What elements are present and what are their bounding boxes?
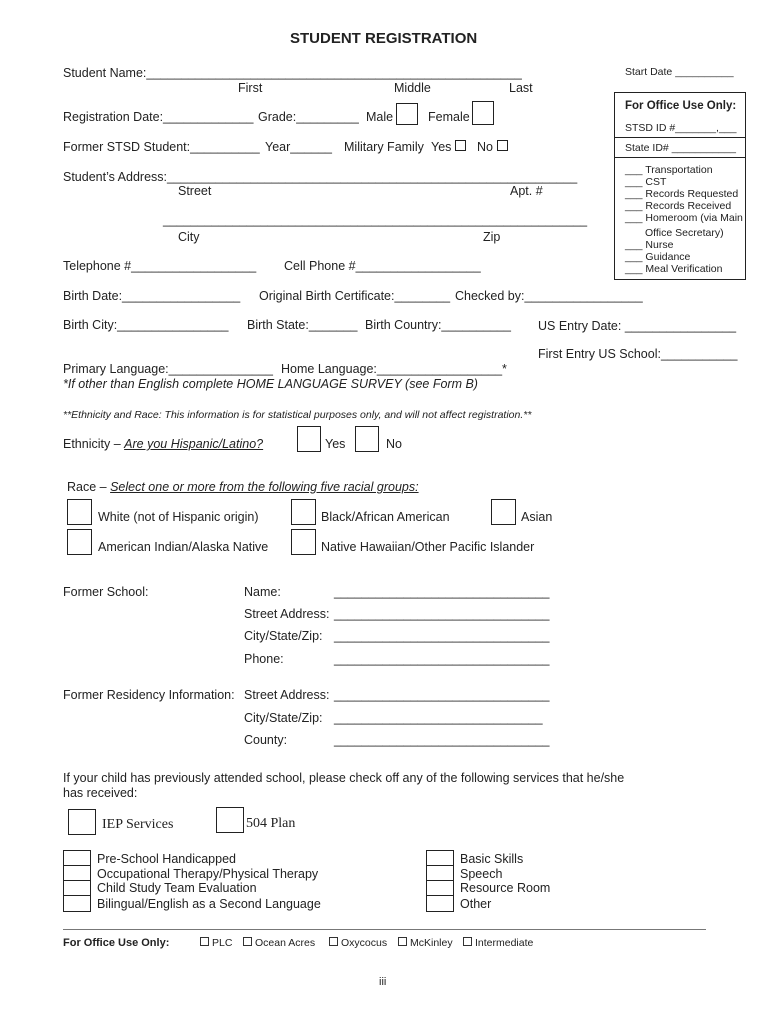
service-left-item: Child Study Team Evaluation <box>97 881 257 895</box>
ethnicity-note: **Ethnicity and Race: This information is for statistical purposes only, and will not affect registration.** <box>63 409 532 421</box>
race-instruction: Select one or more from the following five racial groups: <box>110 480 419 494</box>
iep-checkbox[interactable] <box>68 809 96 835</box>
hispanic-no-checkbox[interactable] <box>355 426 379 452</box>
female-label: Female <box>428 110 470 124</box>
office-item[interactable]: ___ Nurse <box>625 239 674 251</box>
birth-country-field[interactable]: Birth Country:__________ <box>365 318 511 332</box>
race-black-checkbox[interactable] <box>291 499 316 525</box>
office-item[interactable]: ___ Meal Verification <box>625 263 723 275</box>
male-label: Male <box>366 110 394 124</box>
service-right-item: Basic Skills <box>460 852 524 866</box>
hispanic-yes-checkbox[interactable] <box>297 426 321 452</box>
home-language-field[interactable]: Home Language:__________________* <box>281 362 507 376</box>
race-white-label: White (not of Hispanic origin) <box>98 510 259 524</box>
address-line2-field[interactable]: _____________________________________________________________ <box>163 213 588 227</box>
former-residency-city-field[interactable]: ______________________________ <box>334 711 543 725</box>
addr-apt-label: Apt. # <box>510 184 543 198</box>
addr-street-label: Street <box>178 184 212 198</box>
checked-by-field[interactable]: Checked by:_________________ <box>455 289 643 303</box>
military-no-label: No <box>477 140 493 154</box>
race-pacific-label: Native Hawaiian/Other Pacific Islander <box>321 540 535 554</box>
office-option-intermediate[interactable]: Intermediate <box>463 937 533 949</box>
office-item[interactable]: ___ Homeroom (via Main <box>625 212 743 224</box>
services-right-checkbox-column[interactable] <box>426 850 454 912</box>
office-box-title: For Office Use Only: <box>625 100 737 112</box>
page-number: iii <box>379 976 387 988</box>
former-school-street-label: Street Address: <box>244 607 330 621</box>
plan504-checkbox[interactable] <box>216 807 244 833</box>
service-right-item: Other <box>460 897 492 911</box>
former-residency-label: Former Residency Information: <box>63 688 235 702</box>
office-option-ocean-acres[interactable]: Ocean Acres <box>243 937 315 949</box>
military-no-checkbox[interactable] <box>497 139 508 153</box>
iep-label: IEP Services <box>102 817 174 832</box>
race-label: Race – Select one or more from the following five racial groups: <box>67 480 419 494</box>
office-item[interactable]: ___ Transportation <box>625 164 713 176</box>
service-left-item: Pre-School Handicapped <box>97 852 236 866</box>
race-asian-checkbox[interactable] <box>491 499 516 525</box>
former-residency-county-label: County: <box>244 733 288 747</box>
addr-city-label: City <box>178 230 200 244</box>
race-native-label: American Indian/Alaska Native <box>98 540 269 554</box>
office-option-plc[interactable]: PLC <box>200 937 232 949</box>
race-pacific-checkbox[interactable] <box>291 529 316 555</box>
services-intro-line1: If your child has previously attended school, please check off any of the following services that he/she <box>63 771 625 785</box>
hispanic-no-label: No <box>386 437 402 451</box>
cell-phone-field[interactable]: Cell Phone #__________________ <box>284 259 481 273</box>
former-residency-street-label: Street Address: <box>244 688 330 702</box>
former-school-street-field[interactable]: _______________________________ <box>334 607 550 621</box>
office-option-oxycocus[interactable]: Oxycocus <box>329 937 387 949</box>
telephone-field[interactable]: Telephone #__________________ <box>63 259 257 273</box>
student-address-field[interactable]: Student’s Address:___________________________________________________________ <box>63 170 578 184</box>
former-school-label: Former School: <box>63 585 149 599</box>
former-school-name-label: Name: <box>244 585 281 599</box>
birth-state-field[interactable]: Birth State:_______ <box>247 318 358 332</box>
birth-certificate-field[interactable]: Original Birth Certificate:________ <box>259 289 451 303</box>
first-entry-school-field[interactable]: First Entry US School:___________ <box>538 347 738 361</box>
former-school-name-field[interactable]: _______________________________ <box>334 585 550 599</box>
name-last-label: Last <box>509 81 533 95</box>
services-left-checkbox-column[interactable] <box>63 850 91 912</box>
plan504-label: 504 Plan <box>246 816 296 831</box>
name-first-label: First <box>238 81 263 95</box>
primary-language-field[interactable]: Primary Language:_______________ <box>63 362 273 376</box>
military-yes-label: Yes <box>431 140 452 154</box>
birth-city-field[interactable]: Birth City:________________ <box>63 318 229 332</box>
former-school-city-label: City/State/Zip: <box>244 629 323 643</box>
race-black-label: Black/African American <box>321 510 450 524</box>
office-option-mckinley[interactable]: McKinley <box>398 937 453 949</box>
page-title: STUDENT REGISTRATION <box>290 30 478 47</box>
ethnicity-question: Are you Hispanic/Latino? <box>124 437 264 451</box>
stsd-id-field[interactable]: STSD ID #_______,___ <box>625 122 737 134</box>
military-yes-checkbox[interactable] <box>455 139 466 153</box>
office-item[interactable]: ___ CST <box>625 176 667 188</box>
former-school-city-field[interactable]: _______________________________ <box>334 629 550 643</box>
former-school-phone-label: Phone: <box>244 652 284 666</box>
male-checkbox[interactable] <box>396 103 418 125</box>
name-middle-label: Middle <box>394 81 431 95</box>
service-right-item: Speech <box>460 867 503 881</box>
ethnicity-label: Ethnicity – Are you Hispanic/Latino? <box>63 437 264 451</box>
grade-field[interactable]: Grade:_________ <box>258 110 359 124</box>
service-left-item: Occupational Therapy/Physical Therapy <box>97 867 319 881</box>
office-item-continued: Office Secretary) <box>645 227 724 239</box>
divider <box>63 929 706 930</box>
service-left-item: Bilingual/English as a Second Language <box>97 897 321 911</box>
former-stsd-field[interactable]: Former STSD Student:__________ <box>63 140 260 154</box>
race-native-checkbox[interactable] <box>67 529 92 555</box>
start-date-field[interactable]: Start Date __________ <box>625 66 734 78</box>
former-residency-county-field[interactable]: _______________________________ <box>334 733 550 747</box>
year-field[interactable]: Year______ <box>265 140 332 154</box>
hispanic-yes-label: Yes <box>325 437 346 451</box>
services-intro-line2: has received: <box>63 786 138 800</box>
former-school-phone-field[interactable]: _______________________________ <box>334 652 550 666</box>
race-white-checkbox[interactable] <box>67 499 92 525</box>
birth-date-field[interactable]: Birth Date:_________________ <box>63 289 241 303</box>
service-right-item: Resource Room <box>460 881 551 895</box>
military-family-label: Military Family <box>344 140 424 154</box>
office-bottom-label: For Office Use Only: <box>63 937 170 949</box>
female-checkbox[interactable] <box>472 101 494 125</box>
addr-zip-label: Zip <box>483 230 501 244</box>
us-entry-date-field[interactable]: US Entry Date: ________________ <box>538 319 737 333</box>
office-item[interactable]: ___ Records Received <box>625 200 732 212</box>
office-item[interactable]: ___ Records Requested <box>625 188 739 200</box>
home-language-note: *If other than English complete HOME LANGUAGE SURVEY (see Form B) <box>63 377 478 391</box>
office-use-box <box>614 92 746 280</box>
former-residency-street-field[interactable]: _______________________________ <box>334 688 550 702</box>
state-id-field[interactable]: State ID# ___________ <box>625 142 736 154</box>
student-name-field[interactable]: Student Name:______________________________________________________ <box>63 66 522 80</box>
former-residency-city-label: City/State/Zip: <box>244 711 323 725</box>
race-asian-label: Asian <box>521 510 553 524</box>
registration-date-field[interactable]: Registration Date:_____________ <box>63 110 254 124</box>
office-item[interactable]: ___ Guidance <box>625 251 691 263</box>
